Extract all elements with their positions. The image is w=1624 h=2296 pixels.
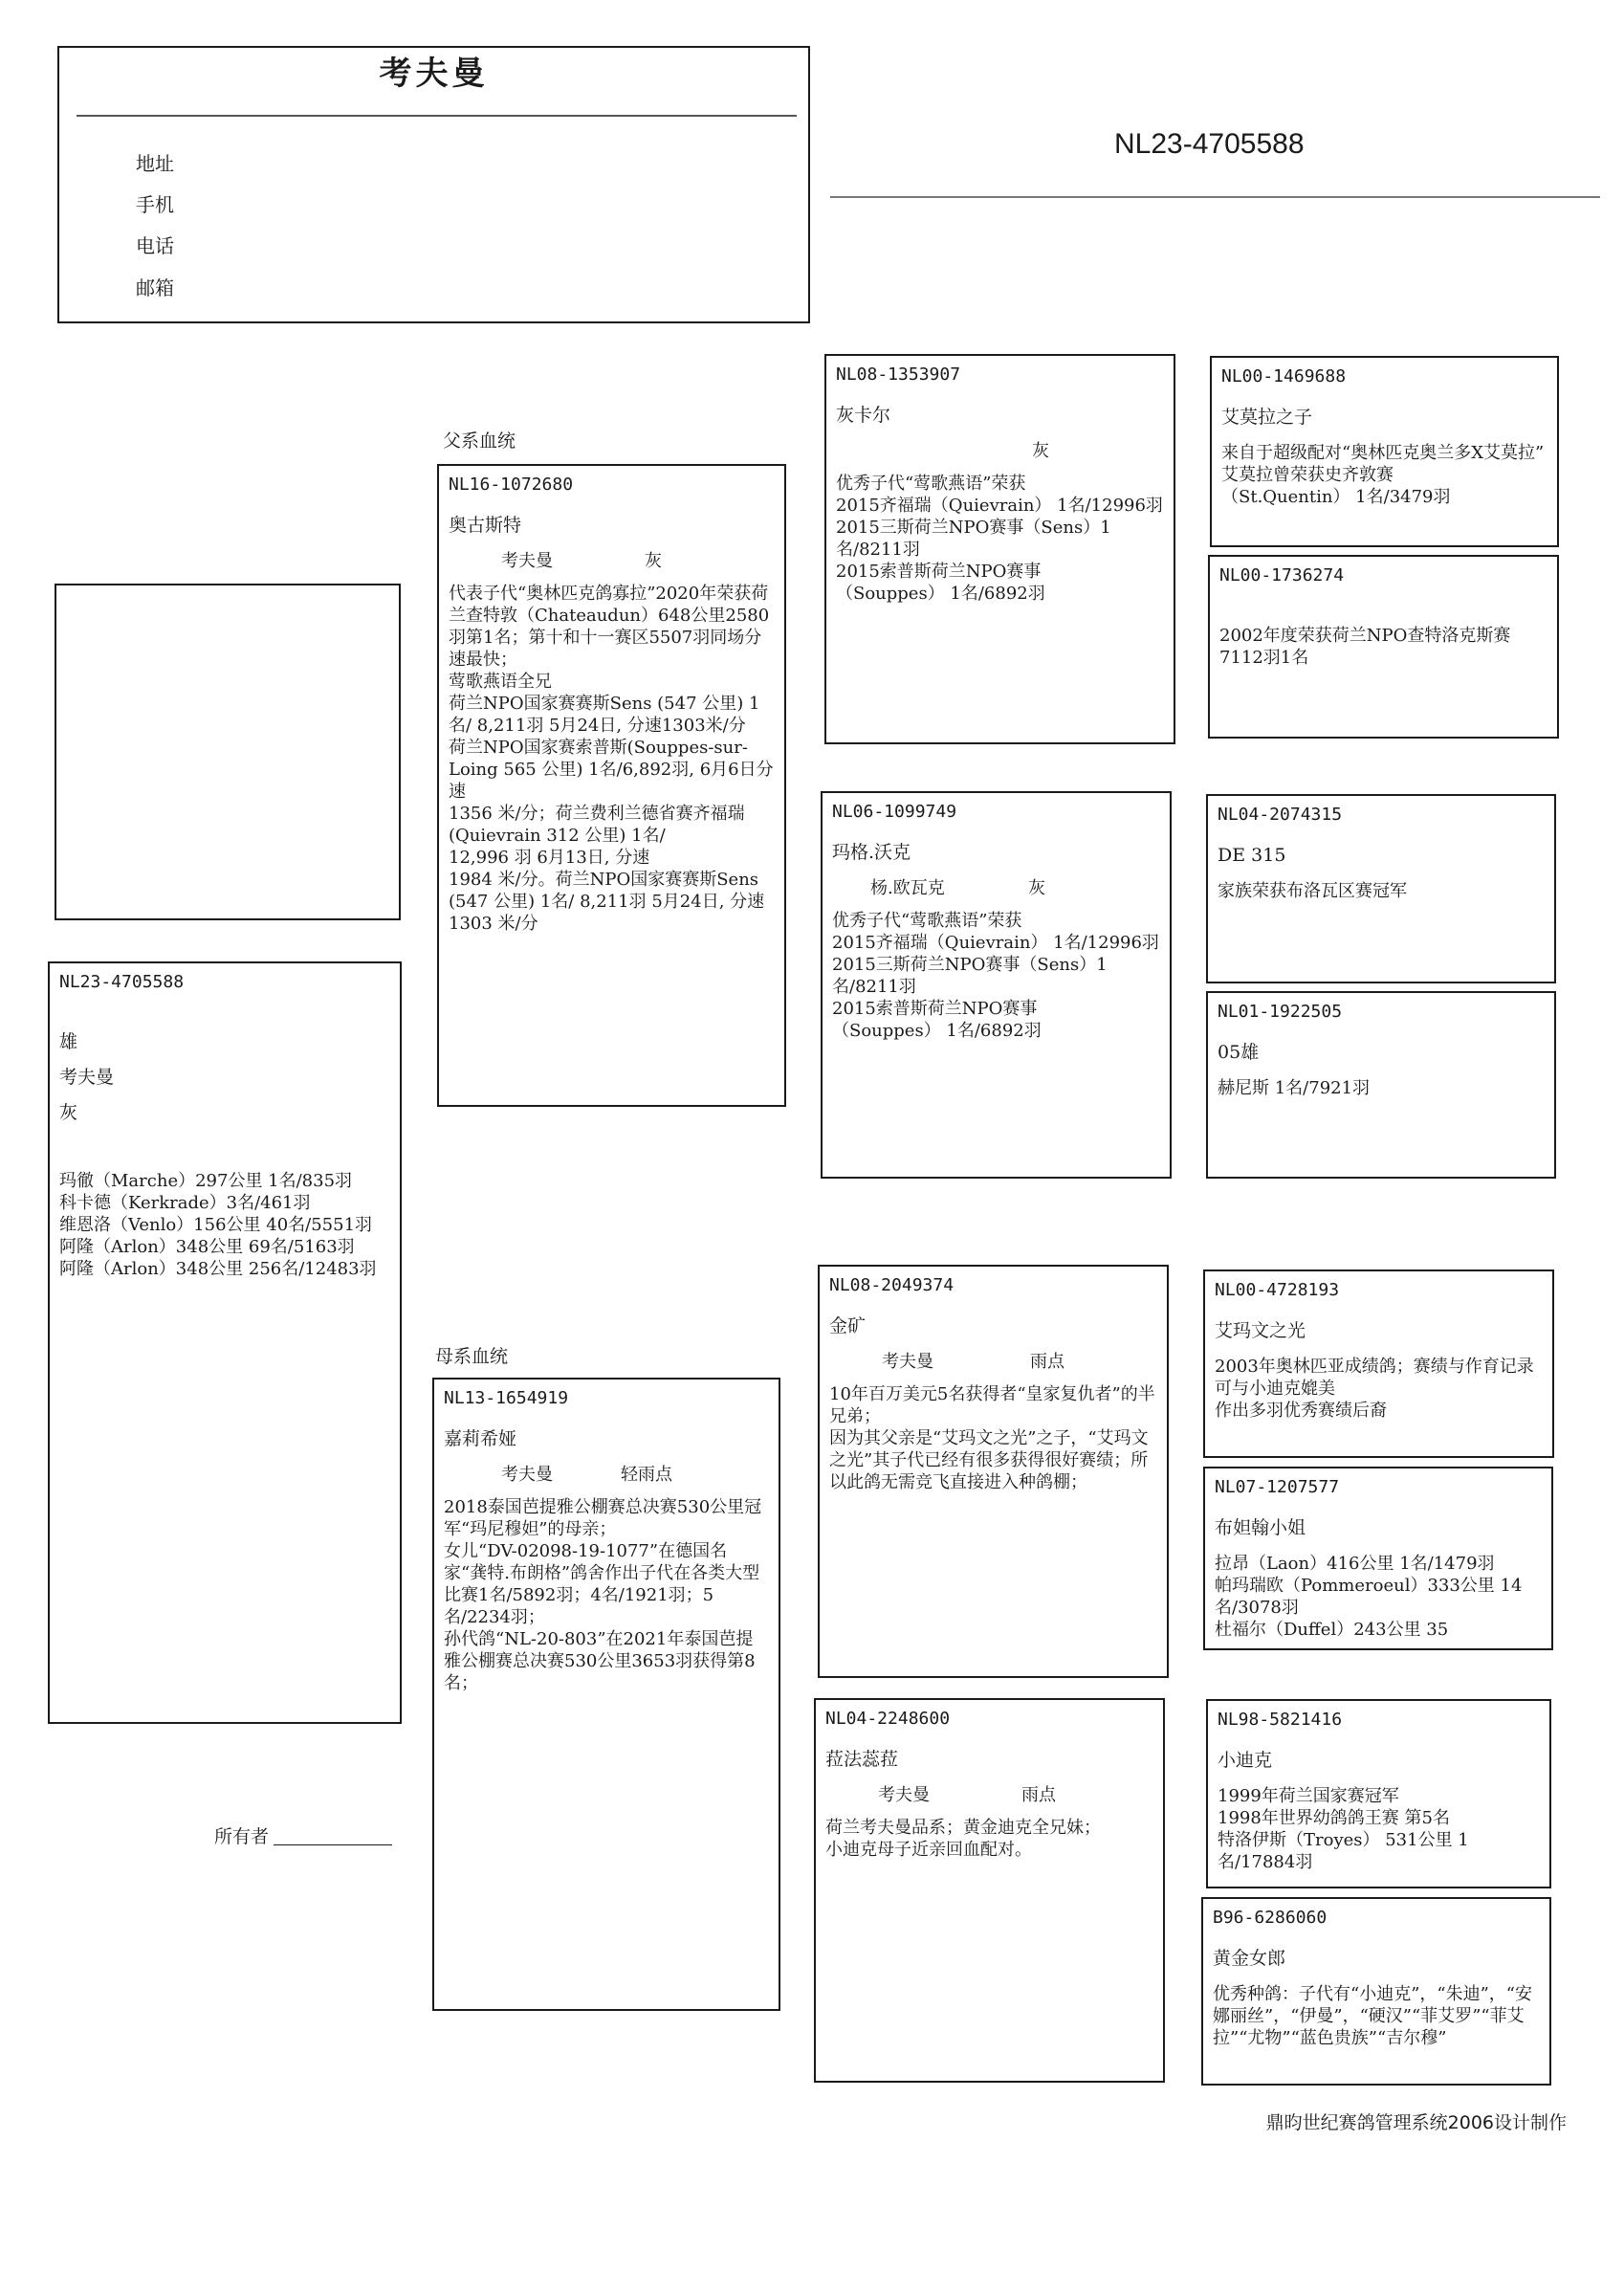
mobile-label: 手机 [136, 193, 174, 216]
header-divider [830, 196, 1600, 198]
achievements: 荷兰考夫曼品系；黄金迪克全兄妹； 小迪克母子近亲回血配对。 [825, 1818, 1101, 1860]
ring-number: NL04-2248600 [825, 1709, 951, 1729]
bird-photo-frame [55, 584, 401, 920]
ring-number: NL00-4728193 [1215, 1280, 1340, 1300]
achievements: 2003年奥林匹亚成绩鸽；赛绩与作育记录可与小迪克媲美 作出多羽优秀赛绩后裔 [1215, 1357, 1534, 1421]
dam-dam-dam-card [1201, 1897, 1551, 2086]
bird-color: 灰 [59, 1102, 78, 1123]
bird-color: 灰 [1032, 441, 1049, 461]
sire-dam-card [821, 791, 1172, 1179]
bird-color: 雨点 [1021, 1785, 1056, 1805]
sire-card [437, 464, 786, 1107]
ring-number: NL01-1922505 [1218, 1002, 1343, 1022]
bird-name: 金矿 [829, 1315, 867, 1336]
bird-name: DE 315 [1218, 845, 1286, 866]
ring-number: NL00-1469688 [1221, 366, 1347, 386]
address-label: 地址 [136, 152, 174, 175]
achievements: 赫尼斯 1名/7921羽 [1218, 1078, 1371, 1098]
ring-number: NL07-1207577 [1215, 1477, 1340, 1497]
bird-name: 艾玛文之光 [1215, 1320, 1306, 1341]
bird-name: 嘉莉希娅 [444, 1428, 517, 1449]
phone-label: 电话 [136, 234, 174, 257]
owner-signature-label: 所有者 [214, 1826, 270, 1847]
owner-name: 考夫曼 [379, 55, 489, 93]
sire-dam-dam-card [1206, 991, 1556, 1179]
ring-number: NL16-1072680 [449, 475, 574, 495]
main-ring-number: NL23-4705588 [1114, 128, 1305, 160]
owner-info-box [57, 46, 810, 323]
sire-line-label: 父系血统 [443, 430, 516, 452]
breeder: 杨.欧瓦克 [870, 878, 945, 898]
breeder: 考夫曼 [501, 551, 553, 571]
achievements: 拉昂（Laon）416公里 1名/1479羽 帕玛瑞欧（Pommeroeul）333公里 14名/3078羽 杜福尔（Duffel）243公里 35 [1215, 1554, 1523, 1640]
bird-name: 玛格.沃克 [832, 842, 911, 863]
footer-credit: 鼎昀世纪赛鸽管理系统2006设计制作 [1265, 2112, 1567, 2133]
bird-name: 黄金女郎 [1213, 1948, 1286, 1969]
ring-number: B96-6286060 [1213, 1908, 1328, 1928]
bird-name: 奥古斯特 [449, 515, 522, 536]
achievements: 2018泰国芭提雅公棚赛总决赛530公里冠军“玛尼穆妲”的母亲； 女儿“DV-02098-19-1077”在德国名家“龚特.布朗格”鸽舍作出子代在各类大型比赛1名/5892羽；4名/1921羽；5名/2234羽； 孙代鸽“NL-20-803”在2021年泰国芭提雅公棚赛总决赛530公里3653羽获得第8名； [444, 1497, 762, 1693]
owner-divider [77, 115, 797, 117]
subject-bird-card [48, 961, 402, 1724]
breeder: 考夫曼 [59, 1067, 115, 1088]
bird-name: 05雄 [1218, 1042, 1260, 1063]
achievements: 优秀子代“莺歌燕语”荣获 2015齐福瑞（Quievrain） 1名/12996羽 2015三斯荷兰NPO赛事（Sens）1名/8211羽 2015索普斯荷兰NPO赛事 （Souppes） 1名/6892羽 [832, 911, 1159, 1041]
bird-color: 灰 [1028, 878, 1045, 898]
bird-color: 雨点 [1030, 1352, 1064, 1372]
bird-name: 灰卡尔 [836, 405, 891, 426]
sire-sire-card [824, 354, 1175, 744]
bird-name: 小迪克 [1218, 1750, 1273, 1771]
signature-line [274, 1844, 392, 1845]
dam-sire-card [818, 1265, 1169, 1678]
sire-dam-sire-card [1206, 794, 1556, 983]
dam-dam-sire-card [1206, 1699, 1551, 1888]
sire-sire-dam-card [1208, 555, 1559, 739]
ring-number: NL06-1099749 [832, 802, 957, 822]
achievements: 代表子代“奥林匹克鸽寡拉”2020年荣获荷兰查特敦（Chateaudun）648公里2580羽第1名；第十和十一赛区5507羽同场分速最快； 莺歌燕语全兄 荷兰NPO国家赛赛斯Sens (547 公里) 1名/ 8,211羽 5月24日, 分速1303米/分 荷兰NPO国家赛索普斯(Souppes-sur-Loing 565 公里) 1名/6,892羽, 6月6日分速 1356 米/分；荷兰费利兰德省赛齐福瑞(Quievrain 312 公里) 1名/ 12,996 羽 6月13日, 分速 1984 米/分。荷兰NPO国家赛赛斯Sens (547 公里) 1名/ 8,211羽 5月24日, 分速1303 米/分 [449, 584, 774, 934]
bird-name: 布妲翰小姐 [1215, 1517, 1306, 1538]
breeder: 考夫曼 [878, 1785, 930, 1805]
bird-sex: 雄 [59, 1031, 78, 1052]
email-label: 邮箱 [136, 276, 174, 299]
bird-name: 菈法蕊菈 [825, 1749, 899, 1770]
ring-number: NL08-2049374 [829, 1275, 955, 1295]
achievements: 玛徹（Marche）297公里 1名/835羽 科卡德（Kerkrade）3名/461羽 维恩洛（Venlo）156公里 40名/5551羽 阿隆（Arlon）348公里 69名/5163羽 阿隆（Arlon）348公里 256名/12483羽 [59, 1171, 377, 1279]
ring-number: NL08-1353907 [836, 364, 961, 385]
dam-dam-card [814, 1698, 1165, 2083]
achievements: 优秀子代“莺歌燕语”荣获 2015齐福瑞（Quievrain） 1名/12996羽 2015三斯荷兰NPO赛事（Sens）1名/8211羽 2015索普斯荷兰NPO赛事 （Souppes） 1名/6892羽 [836, 474, 1163, 604]
dam-card [432, 1378, 780, 2011]
ring-number: NL23-4705588 [59, 972, 185, 992]
ring-number: NL04-2074315 [1218, 805, 1343, 825]
ring-number: NL13-1654919 [444, 1388, 569, 1408]
achievements: 1999年荷兰国家赛冠军 1998年世界幼鸽鸽王赛 第5名 特洛伊斯（Troyes） 531公里 1名/17884羽 [1218, 1786, 1469, 1872]
breeder: 考夫曼 [882, 1352, 933, 1372]
bird-color: 轻雨点 [621, 1465, 672, 1485]
achievements: 家族荣获布洛瓦区赛冠军 [1218, 881, 1407, 901]
achievements: 来自于超级配对“奥林匹克奥兰多X艾莫拉” 艾莫拉曾荣获史齐敦赛 （St.Quentin） 1名/3479羽 [1221, 443, 1545, 507]
bird-color: 灰 [645, 551, 662, 571]
bird-name: 艾莫拉之子 [1221, 407, 1313, 428]
dam-line-label: 母系血统 [435, 1346, 509, 1367]
achievements: 2002年度荣获荷兰NPO查特洛克斯赛7112羽1名 [1219, 626, 1511, 668]
achievements: 10年百万美元5名获得者“皇家复仇者”的半兄弟； 因为其父亲是“艾玛文之光”之子，“艾玛文之光”其子代已经有很多获得很好赛绩；所以此鸽无需竞飞直接进入种鸽棚； [829, 1384, 1155, 1492]
sire-sire-sire-card [1210, 356, 1559, 547]
dam-sire-sire-card [1203, 1269, 1554, 1458]
breeder: 考夫曼 [501, 1465, 553, 1485]
ring-number: NL98-5821416 [1218, 1710, 1343, 1730]
ring-number: NL00-1736274 [1219, 565, 1345, 585]
achievements: 优秀种鸽：子代有“小迪克”，“朱迪”，“安娜丽丝”，“伊曼”，“硬汉”“菲艾罗”“菲艾拉”“尤物”“蓝色贵族”“吉尔穆” [1213, 1984, 1533, 2048]
dam-sire-dam-card [1203, 1467, 1553, 1650]
